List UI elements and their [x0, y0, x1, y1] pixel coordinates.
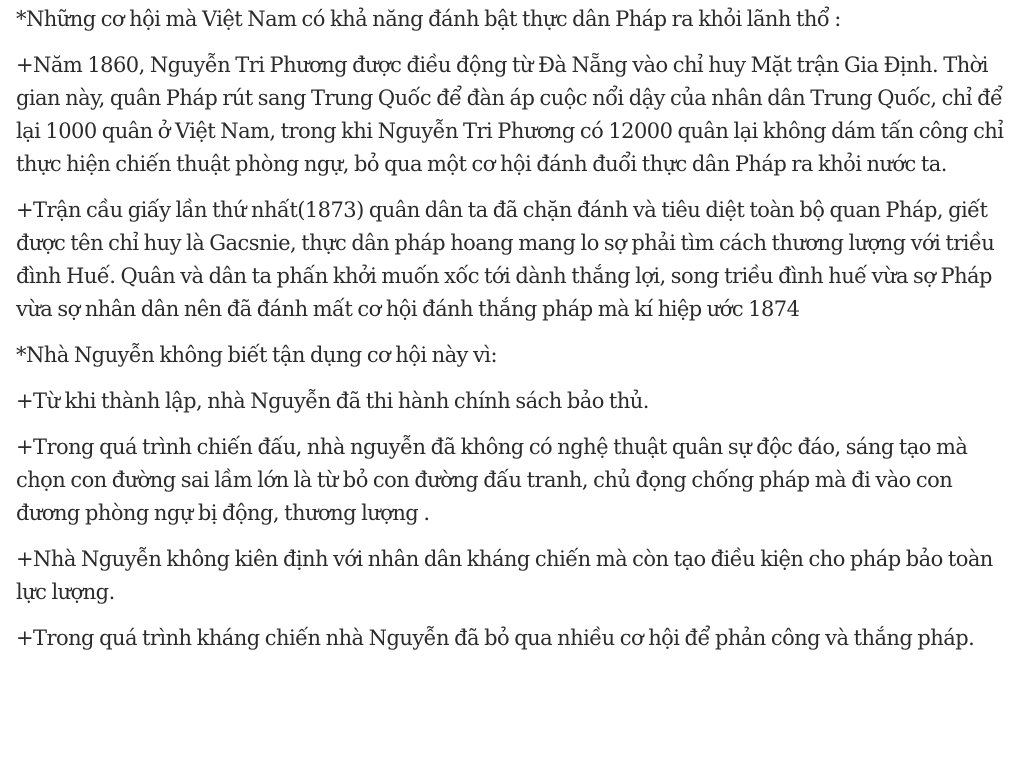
paragraph-reason-missed-chances: +Trong quá trình kháng chiến nhà Nguyễn đã bỏ qua nhiều cơ hội để phản công và thắng pháp.	[16, 626, 975, 650]
heading-reasons: *Nhà Nguyễn không biết tận dụng cơ hội này vì:	[16, 343, 498, 367]
paragraph-reason-conservative: +Từ khi thành lập, nhà Nguyễn đã thi hành chính sách bảo thủ.	[16, 389, 649, 413]
paragraph-reason-military: +Trong quá trình chiến đấu, nhà nguyễn đã không có nghệ thuật quân sự độc đáo, sáng tạo mà chọn con đường sai lầm lớn là từ bỏ con đường đấu tranh, chủ đọng chống pháp mà đi vào con đương phòng ngự bị động, thương lượng .	[16, 435, 968, 525]
paragraph-reason-people: +Nhà Nguyễn không kiên định với nhân dân kháng chiến mà còn tạo điều kiện cho pháp bảo toàn lực lượng.	[16, 547, 993, 604]
heading-opportunities: *Những cơ hội mà Việt Nam có khả năng đánh bật thực dân Pháp ra khỏi lãnh thổ :	[16, 7, 841, 31]
paragraph-cau-giay-1873: +Trận cầu giấy lần thứ nhất(1873) quân dân ta đã chặn đánh và tiêu diệt toàn bộ quan Pháp, giết được tên chỉ huy là Gacsnie, thực dân pháp hoang mang lo sợ phải tìm cách thương lượng với triều đình Huế. Quân và dân ta phấn khởi muốn xốc tới dành thắng lợi, song triều đình huế vừa sợ Pháp vừa sợ nhân dân nên đã đánh mất cơ hội đánh thắng pháp mà kí hiệp ước 1874	[16, 198, 995, 321]
paragraph-1860-gia-dinh: +Năm 1860, Nguyễn Tri Phương được điều động từ Đà Nẵng vào chỉ huy Mặt trận Gia Định. Thời gian này, quân Pháp rút sang Trung Quốc để đàn áp cuộc nổi dậy của nhân dân Trung Quốc, chỉ để lại 1000 quân ở Việt Nam, trong khi Nguyễn Tri Phương có 12000 quân lại không dám tấn công chỉ thực hiện chiến thuật phòng ngự, bỏ qua một cơ hội đánh đuổi thực dân Pháp ra khỏi nước ta.	[16, 53, 1004, 176]
